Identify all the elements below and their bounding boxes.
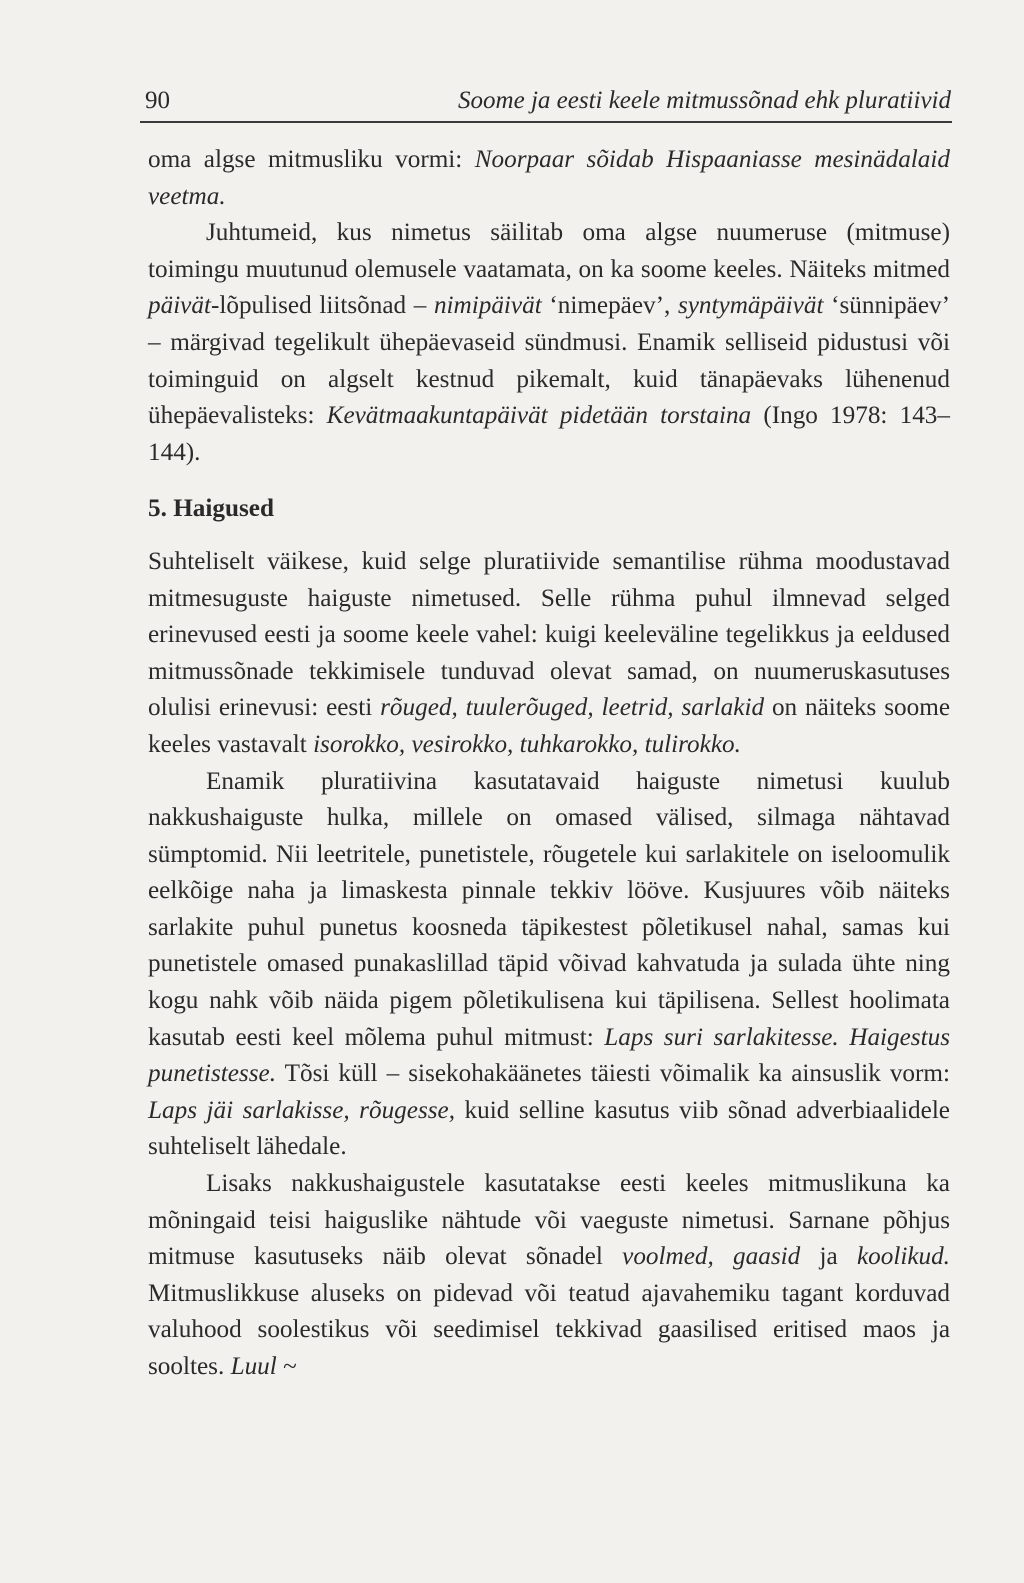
text-run: Lisaks nakkushaigustele kasutatakse eesti keeles mitmuslikuna ka mõningaid teisi haiguslike nähtude või vaeguste nimetusi. Sarnane põhjus mitmuse kasutuseks näib olevat sõnadel bbox=[148, 1170, 950, 1271]
paragraph-5 bbox=[148, 1166, 950, 1386]
text-run: on näiteks soome keeles vastavalt bbox=[148, 694, 951, 758]
paragraph-2 bbox=[148, 215, 950, 471]
paragraph-4 bbox=[148, 764, 950, 1167]
text-run: Enamik pluratiivina kasutatavaid haiguste nimetusi kuulub nakkushaiguste hulka, millele on omased välised, silmaga nähtavad sümptomid. Nii leetritele, punetistele, rõugetele kui sarlakitele on iseloomulik eelkõige naha ja limaskesta pinnale tekkiv lööve. Kusjuures võib näiteks sarlakite puhul punetus koosneda täpikestest põletikusel nahal, samas kui punetistele omased punakaslillad täpid võivad kahvatuda ja sulada ühte ning kogu nahk võib näida pigem põletikulisena kui täpilisena. Sellest hoolimata kasutab eesti keel mõlema puhul mitmust: bbox=[148, 767, 950, 1051]
term: päivät bbox=[148, 292, 211, 320]
page-number: 90 bbox=[145, 87, 170, 114]
text-run: (Ingo 1978: 143–144). bbox=[148, 402, 950, 466]
text-run: Tõsi küll – sisekohakäänetes täiesti võimalik ka ainsuslik vorm: bbox=[276, 1060, 950, 1088]
header-rule bbox=[140, 121, 952, 123]
term: koolikud. bbox=[856, 1243, 950, 1271]
paragraph-1 bbox=[148, 142, 950, 215]
text-run: Juhtumeid, kus nimetus säilitab oma algse nuumeruse (mitmuse) toimingu muutunud olemusele vaatamata, on ka soome keeles. Näiteks mitmed bbox=[148, 219, 950, 283]
term-list: rõuged, tuulerõuged, leetrid, sarlakid bbox=[380, 694, 765, 722]
term: voolmed, gaasid bbox=[622, 1243, 801, 1271]
text-run: ~ bbox=[276, 1353, 297, 1380]
body-text bbox=[148, 142, 950, 1386]
text-run: ja bbox=[800, 1243, 857, 1271]
term: nimipäivät bbox=[433, 292, 542, 320]
section-heading: 5. Haigused bbox=[148, 495, 274, 523]
running-title: Soome ja eesti keele mitmussõnad ehk pluratiivid bbox=[458, 87, 951, 114]
text-run: kuid selline kasutus viib sõnad adverbiaalidele suhteliselt lähedale. bbox=[148, 1096, 950, 1161]
text-run: Suhteliselt väikese, kuid selge pluratiivide semantilise rühma moodustavad mitmesuguste haiguste nimetused. Selle rühma puhul ilmnevad selged erinevused eesti ja soome keele vahel: kuigi keeleväline tegelikkus ja eeldused mitmussõnade tekkimisele tunduvad olevat samad, on nuumeruskasutuses olulisi erinevusi: eesti bbox=[148, 547, 950, 722]
paragraph-3 bbox=[148, 544, 950, 764]
running-header bbox=[145, 86, 951, 116]
example-sentence: Laps jäi sarlakisse, rõugesse, bbox=[148, 1096, 456, 1124]
text-run: ‘nimepäev’, bbox=[541, 292, 678, 320]
example-sentence: Laps suri sarlakitesse. Haigestus punetistesse. bbox=[148, 1023, 951, 1088]
term-list: isorokko, vesirokko, tuhkarokko, tulirokko. bbox=[313, 730, 741, 758]
term: Luul bbox=[230, 1353, 277, 1380]
text-run: oma algse mitmusliku vormi: bbox=[148, 146, 475, 173]
text-run: -lõpulised liitsõnad – bbox=[210, 292, 434, 320]
example-sentence: Noorpaar sõidab Hispaaniasse mesinädalaid veetma. bbox=[148, 146, 950, 210]
term: syntymäpäivät bbox=[677, 292, 824, 320]
text-run: Mitmuslikkuse aluseks on pidevad või teatud ajavahemiku tagant korduvad valuhood soolestikus või seedimisel tekkivad gaasilised eritised maos ja sooltes. bbox=[148, 1279, 950, 1380]
text-run: ‘sünnipäev’ – märgivad tegelikult ühepäevaseid sündmusi. Enamik selliseid pidustusi või toiminguid on algselt kestnud pikemalt, kuid tänapäevaks lühenenud ühepäevalisteks: bbox=[148, 292, 950, 430]
example-sentence: Kevätmaakuntapäivät pidetään torstaina bbox=[326, 402, 752, 430]
